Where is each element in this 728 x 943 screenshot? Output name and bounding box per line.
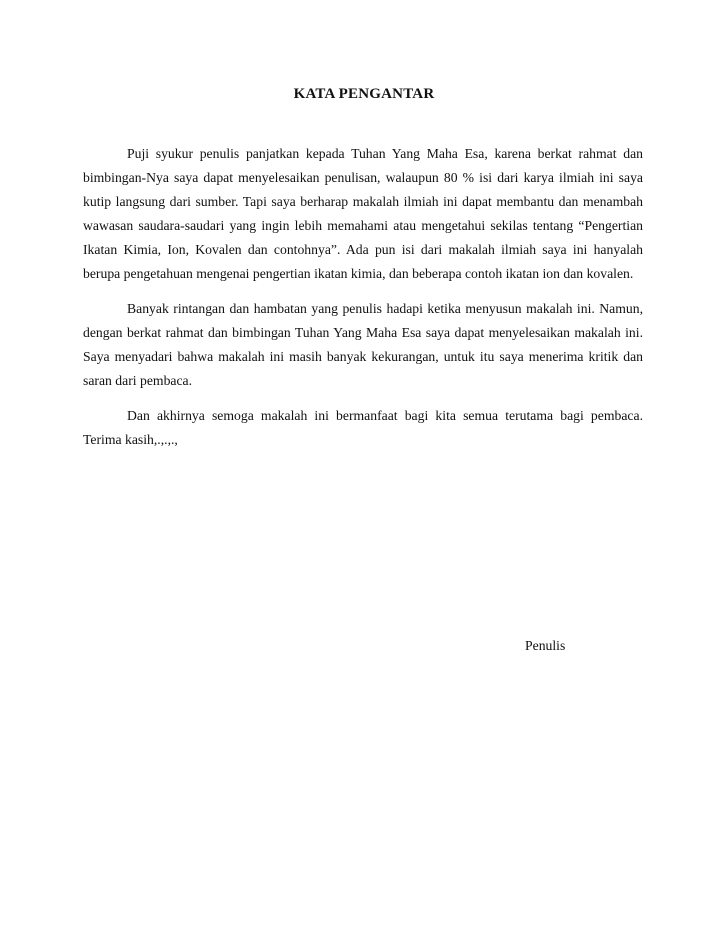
- document-body: [83, 142, 643, 463]
- paragraph-3: Dan akhirnya semoga makalah ini bermanfaat bagi kita semua terutama bagi pembaca. Terima kasih,.,.,.,: [83, 408, 643, 447]
- paragraph-2: Banyak rintangan dan hambatan yang penulis hadapi ketika menyusun makalah ini. Namun, dengan berkat rahmat dan bimbingan Tuhan Yang Maha Esa saya dapat menyelesaikan makalah ini. Saya menyadari bahwa makalah ini masih banyak kekurangan, untuk itu saya menerima kritik dan saran dari pembaca.: [83, 301, 643, 388]
- paragraph-1: Puji syukur penulis panjatkan kepada Tuhan Yang Maha Esa, karena berkat rahmat dan bimbingan-Nya saya dapat menyelesaikan penulisan, walaupun 80 % isi dari karya ilmiah ini saya kutip langsung dari sumber. Tapi saya berharap makalah ilmiah ini dapat membantu dan menambah wawasan saudara-saudari yang ingin lebih memahami atau mengetahui sekilas tentang “Pengertian Ikatan Kimia, Ion, Kovalen dan contohnya”. Ada pun isi dari makalah ilmiah saya ini hanyalah berupa pengetahuan mengenai pengertian ikatan kimia, dan beberapa contoh ikatan ion dan kovalen.: [83, 146, 643, 281]
- signature: Penulis: [525, 638, 566, 653]
- page-title: KATA PENGANTAR: [293, 86, 435, 102]
